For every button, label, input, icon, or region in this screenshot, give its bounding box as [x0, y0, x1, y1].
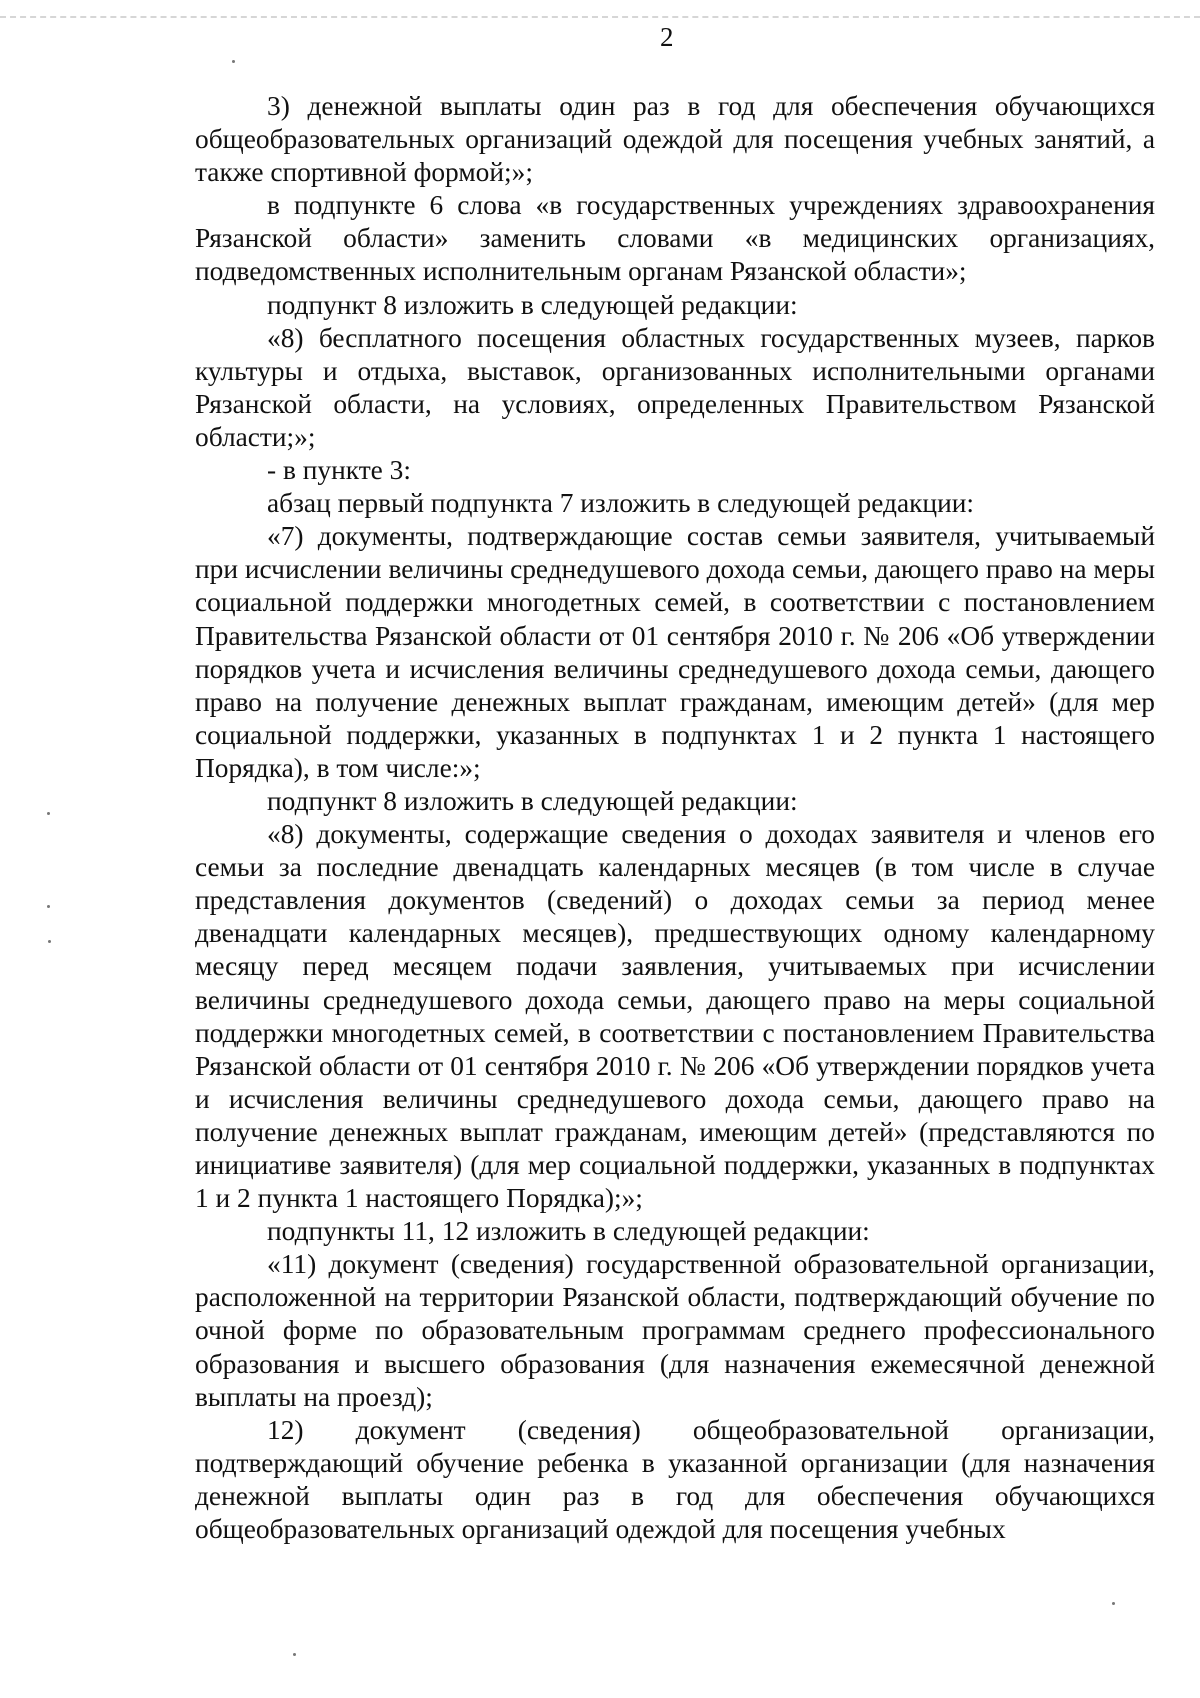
paragraph: подпункт 8 изложить в следующей редакции:: [267, 289, 798, 320]
scan-speck: [47, 905, 50, 908]
paragraph: в подпункте 6 слова «в государственных учреждениях здравоохранения Рязанской области» заменить словами «в медицинских организациях, подведомственных исполнительным органам Рязанской области»;: [195, 190, 1155, 287]
scan-speck: [1112, 1602, 1115, 1605]
paragraph: «11) документ (сведения) государственной образовательной организации, расположенной на территории Рязанской области, подтверждающий обучение по очной форме по образовательным программам среднего профессионального образования и высшего образования (для назначения ежемесячной денежной выплаты на проезд);: [195, 1249, 1155, 1412]
paragraph: подпункты 11, 12 изложить в следующей редакции:: [267, 1216, 870, 1247]
paragraph: - в пункте 3:: [267, 455, 411, 486]
paragraph: «7) документы, подтверждающие состав семьи заявителя, учитываемый при исчислении величины среднедушевого дохода семьи, дающего право на меры социальной поддержки многодетных семей, в соответствии с постановлением Правительства Рязанской области от 01 сентября 2010 г. № 206 «Об утверждении порядков учета и исчисления величины среднедушевого дохода семьи, дающего право на получение денежных выплат гражданам, имеющим детей» (для мер социальной поддержки, указанных в подпунктах 1 и 2 пункта 1 настоящего Порядка), в том числе:»;: [195, 521, 1155, 783]
scan-speck: [293, 1653, 296, 1656]
paragraph: «8) бесплатного посещения областных государственных музеев, парков культуры и отдыха, выставок, организованных исполнительными органами Рязанской области, на условиях, определенных Правительством Рязанской области;»;: [195, 322, 1155, 452]
scan-speck: [232, 60, 235, 63]
paragraph: абзац первый подпункта 7 изложить в следующей редакции:: [267, 488, 975, 519]
scan-edge-line: [0, 16, 1200, 18]
paragraph: подпункт 8 изложить в следующей редакции:: [267, 785, 798, 816]
page-number: 2: [660, 22, 674, 52]
paragraph: «8) документы, содержащие сведения о доходах заявителя и членов его семьи за последние двенадцать календарных месяцев (в том числе в случае представления документов (сведений) о доходах семьи за период менее двенадцати календарных месяцев), предшествующих одному календарному месяцу перед месяцем подачи заявления, учитываемых при исчислении величины среднедушевого дохода семьи, дающего право на меры социальной поддержки многодетных семей, в соответствии с постановлением Правительства Рязанской области от 01 сентября 2010 г. № 206 «Об утверждении порядков учета и исчисления величины среднедушевого дохода семьи, дающего право на получение денежных выплат гражданам, имеющим детей» (представляются по инициативе заявителя) (для мер социальной поддержки, указанных в подпунктах 1 и 2 пункта 1 настоящего Порядка);»;: [195, 819, 1155, 1214]
scan-speck: [47, 812, 50, 815]
document-body: [195, 90, 1155, 1546]
paragraph: 12) документ (сведения) общеобразовательной организации, подтверждающий обучение ребенка в указанной организации (для назначения денежной выплаты один раз в год для обеспечения обучающихся общеобразовательных организаций одеждой для посещения учебных: [195, 1414, 1155, 1545]
scan-speck: [48, 940, 51, 943]
paragraph: 3) денежной выплаты один раз в год для обеспечения обучающихся общеобразовательных организаций одеждой для посещения учебных занятий, а также спортивной формой;»;: [195, 91, 1155, 188]
